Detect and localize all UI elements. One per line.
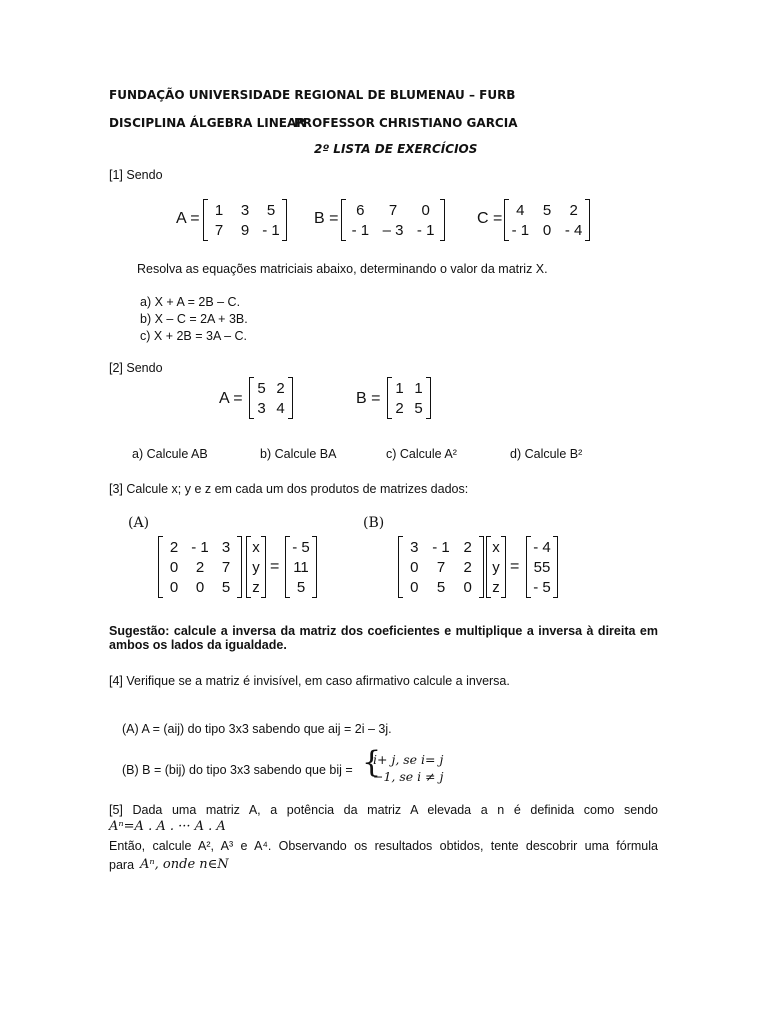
q1-b-cell: 0 [421,201,430,219]
q3-a-coef-cell: 2 [195,558,205,576]
q3-b-var-cell: y [492,558,500,576]
q3-b-rhs-vector [526,537,558,597]
q2-a-cell: 2 [276,379,285,397]
q3-a-rhs-cell: 5 [296,578,306,596]
q1-a-cell: - 1 [262,221,280,239]
q3-a-coef-cell: 0 [195,578,205,596]
q1-matrix-c [504,200,590,240]
q3-a-equals: = [270,558,280,575]
q4-piecewise-brace: { [362,745,382,780]
q3-a-coef-cell: 5 [221,578,231,596]
q1-a-cell: 9 [240,221,250,239]
q3-a-rhs-cell: - 5 [292,538,310,556]
list-title: 2º LISTA DE EXERCÍCIOS [314,142,478,156]
professor-label: PROFESSOR CHRISTIANO GARCIA [294,116,518,130]
q1-item-a: a) X + A = 2B – C. [140,295,241,309]
discipline-label: DISCIPLINA ÁLGEBRA LINEAR [109,116,306,130]
q4-case-2: −1, se i ≠ j [373,769,444,784]
q5-line-4-math: Aⁿ, onde n∈N [140,857,229,872]
q3-b-coef-cell: 0 [463,578,472,596]
q3-a-var-cell: z [252,578,260,596]
q5-line-3: Então, calcule A², A³ e A⁴. Observando os resultados obtidos, tente descobrir uma fórmula [109,839,658,853]
q3-label: [3] Calcule x; y e z em cada um dos produtos de matrizes dados: [109,482,469,496]
q2-label: [2] Sendo [109,361,163,375]
q3-system-a-tag: (A) [128,515,150,531]
q1-c-cell: 0 [542,221,552,239]
q3-b-coefficient-matrix [398,537,484,597]
q3-b-coef-cell: 5 [436,578,446,596]
q2-matrix-a [249,378,293,418]
q3-a-coef-cell: 0 [169,578,179,596]
q3-a-rhs-vector [285,537,317,597]
q1-c-cell: 5 [542,201,552,219]
q3-b-coef-cell: 2 [463,538,472,556]
q2-item-a: a) Calcule AB [132,447,208,461]
q1-item-c: c) X + 2B = 3A – C. [140,329,248,343]
q2-matrix-a-label: A = [219,390,243,407]
q1-b-cell: - 1 [351,221,370,239]
q3-system-b-tag: (B) [363,515,385,531]
q1-b-cell: 6 [356,201,365,219]
q2-b-cell: 1 [395,379,404,397]
q2-b-cell: 1 [414,379,423,397]
q3-b-variable-vector [486,537,506,597]
q2-item-b: b) Calcule BA [260,447,337,461]
q3-b-rhs-cell: - 5 [533,578,551,596]
q3-a-var-cell: y [252,558,260,576]
q1-c-cell: 4 [516,201,525,219]
q2-b-cell: 2 [395,399,404,417]
q1-matrix-a-label: A = [176,210,200,227]
q1-a-cell: 3 [240,201,250,219]
q3-b-coef-cell: 0 [410,558,419,576]
q1-a-cell: 1 [214,201,224,219]
q3-suggestion: Sugestão: calcule a inversa da matriz dos coeficientes e multiplique a inversa à direita em ambos os lados da igualdade. [109,624,658,652]
q2-matrix-b-label: B = [356,390,381,407]
q3-a-rhs-cell: 11 [293,558,309,576]
q4-label: [4] Verifique se a matriz é invisível, em caso afirmativo calcule a inversa. [109,674,510,688]
q1-matrix-b-label: B = [314,210,339,227]
q1-b-cell: 7 [388,201,398,219]
q1-b-cell: – 3 [382,221,404,239]
q5-line-1: [5] Dada uma matriz A, a potência da matriz A elevada a n é definida como sendo [109,803,658,817]
q3-b-equals: = [510,558,520,575]
q2-a-cell: 5 [257,379,266,397]
q1-matrix-b [341,200,445,240]
q4-case-1: i+ j, se i= j [373,752,444,767]
q2-item-c: c) Calcule A² [386,447,457,461]
q3-b-var-cell: z [492,578,500,596]
q2-a-cell: 4 [276,399,285,417]
q3-b-coef-cell: - 1 [432,538,450,556]
q1-a-cell: 5 [266,201,276,219]
q1-matrix-a [203,200,287,240]
q3-a-variable-vector [246,537,266,597]
q1-b-cell: - 1 [416,221,435,239]
q1-c-cell: - 1 [511,221,530,239]
q4-item-b: (B) B = (bij) do tipo 3x3 sabendo que bij = [122,763,353,777]
q3-b-coef-cell: 0 [410,578,419,596]
q1-instruction: Resolva as equações matriciais abaixo, determinando o valor da matriz X. [137,262,548,276]
q1-a-cell: 7 [214,221,224,239]
institution-title: FUNDAÇÃO UNIVERSIDADE REGIONAL DE BLUMENAU – FURB [109,88,516,102]
q3-a-coef-cell: 0 [169,558,179,576]
q5-definition: Aⁿ=A . A . ··· A . A [109,819,226,834]
q1-c-cell: 2 [569,201,578,219]
q3-a-coef-cell: 7 [221,558,231,576]
q3-a-var-cell: x [252,538,260,556]
q3-b-coef-cell: 7 [436,558,446,576]
q3-b-rhs-cell: 55 [533,558,551,576]
q2-matrix-b [387,378,431,418]
q3-b-var-cell: x [492,538,500,556]
q2-item-d: d) Calcule B² [510,447,583,461]
q3-a-coef-cell: - 1 [191,538,209,556]
q5-line-4-prefix: para [109,858,135,872]
q3-a-coefficient-matrix [158,537,242,597]
q1-label: [1] Sendo [109,168,163,182]
q1-matrix-c-label: C = [477,210,503,227]
q3-b-rhs-cell: - 4 [533,538,551,556]
q1-c-cell: - 4 [564,221,583,239]
q2-a-cell: 3 [257,399,266,417]
q4-item-a: (A) A = (aij) do tipo 3x3 sabendo que aij = 2i – 3j. [122,722,392,736]
q2-b-cell: 5 [414,399,423,417]
q1-item-b: b) X – C = 2A + 3B. [140,312,248,326]
q3-a-coef-cell: 2 [169,538,179,556]
q3-a-coef-cell: 3 [221,538,231,556]
q3-b-coef-cell: 2 [463,558,472,576]
q3-b-coef-cell: 3 [410,538,419,556]
